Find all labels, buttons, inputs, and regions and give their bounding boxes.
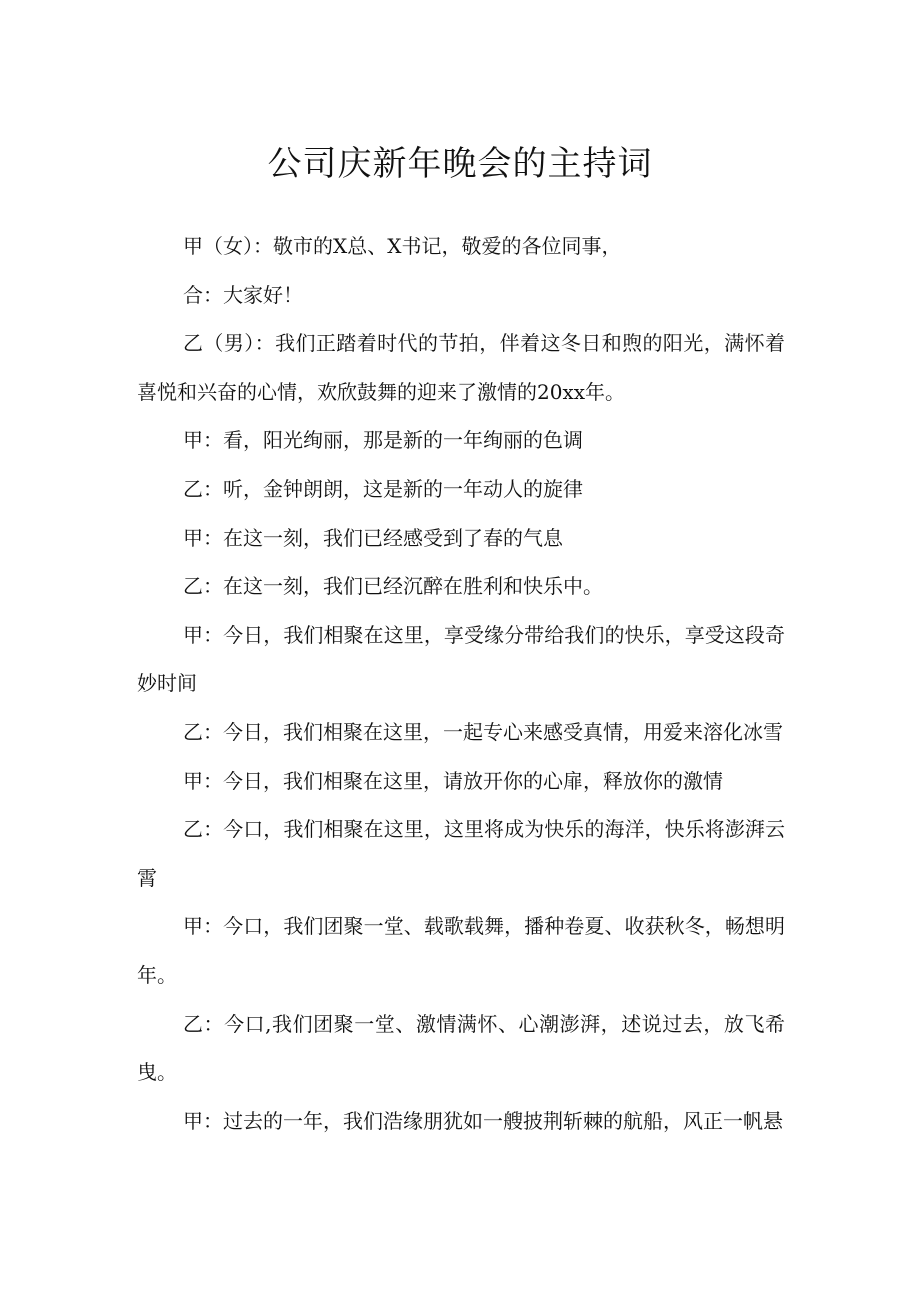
paragraph-13: 乙：今口,我们团聚一堂、激情满怀、心潮澎湃，述说过去，放飞希曳。 [137, 1011, 785, 1085]
paragraph-7: 乙：在这一刻，我们已经沉醉在胜利和快乐中。 [183, 574, 603, 599]
paragraph-11: 乙：今口，我们相聚在这里，这里将成为快乐的海洋，快乐将澎湃云霄 [137, 817, 785, 890]
paragraph-2: 合：大家好！ [183, 282, 303, 307]
paragraph-3: 乙（男）：我们正踏着时代的节拍，伴着这冬日和煦的阳光，满怀着喜悦和兴奋的心情，欢欣鼓舞的迎来了激情的20xx年。 [137, 331, 785, 404]
document-title: 公司庆新年晚会的主持词 [267, 144, 653, 184]
paragraph-8: 甲：今日，我们相聚在这里，享受缘分带给我们的快乐，享受这段奇妙时间 [137, 622, 785, 696]
paragraph-9: 乙：今日，我们相聚在这里，一起专心来感受真情，用爱来溶化冰雪 [183, 719, 783, 744]
document-body [137, 222, 785, 1145]
paragraph-10: 甲：今日，我们相聚在这里，请放开你的心扉，释放你的激情 [183, 768, 723, 793]
paragraph-4: 甲：看，阳光绚丽，那是新的一年绚丽的色调 [183, 428, 583, 453]
paragraph-6: 甲：在这一刻，我们已经感受到了春的气息 [183, 525, 563, 550]
paragraph-14: 甲：过去的一年，我们浩缘朋犹如一艘披荆斩棘的航船，风正一帆悬 [183, 1108, 783, 1133]
paragraph-1: 甲（女）：敬市的X总、X书记，敬爱的各位同事， [183, 234, 622, 258]
paragraph-5: 乙：听，金钟朗朗，这是新的一年动人的旋律 [183, 476, 583, 501]
paragraph-12: 甲：今口，我们团聚一堂、载歌载舞，播种卷夏、收获秋冬，畅想明年。 [137, 914, 785, 987]
